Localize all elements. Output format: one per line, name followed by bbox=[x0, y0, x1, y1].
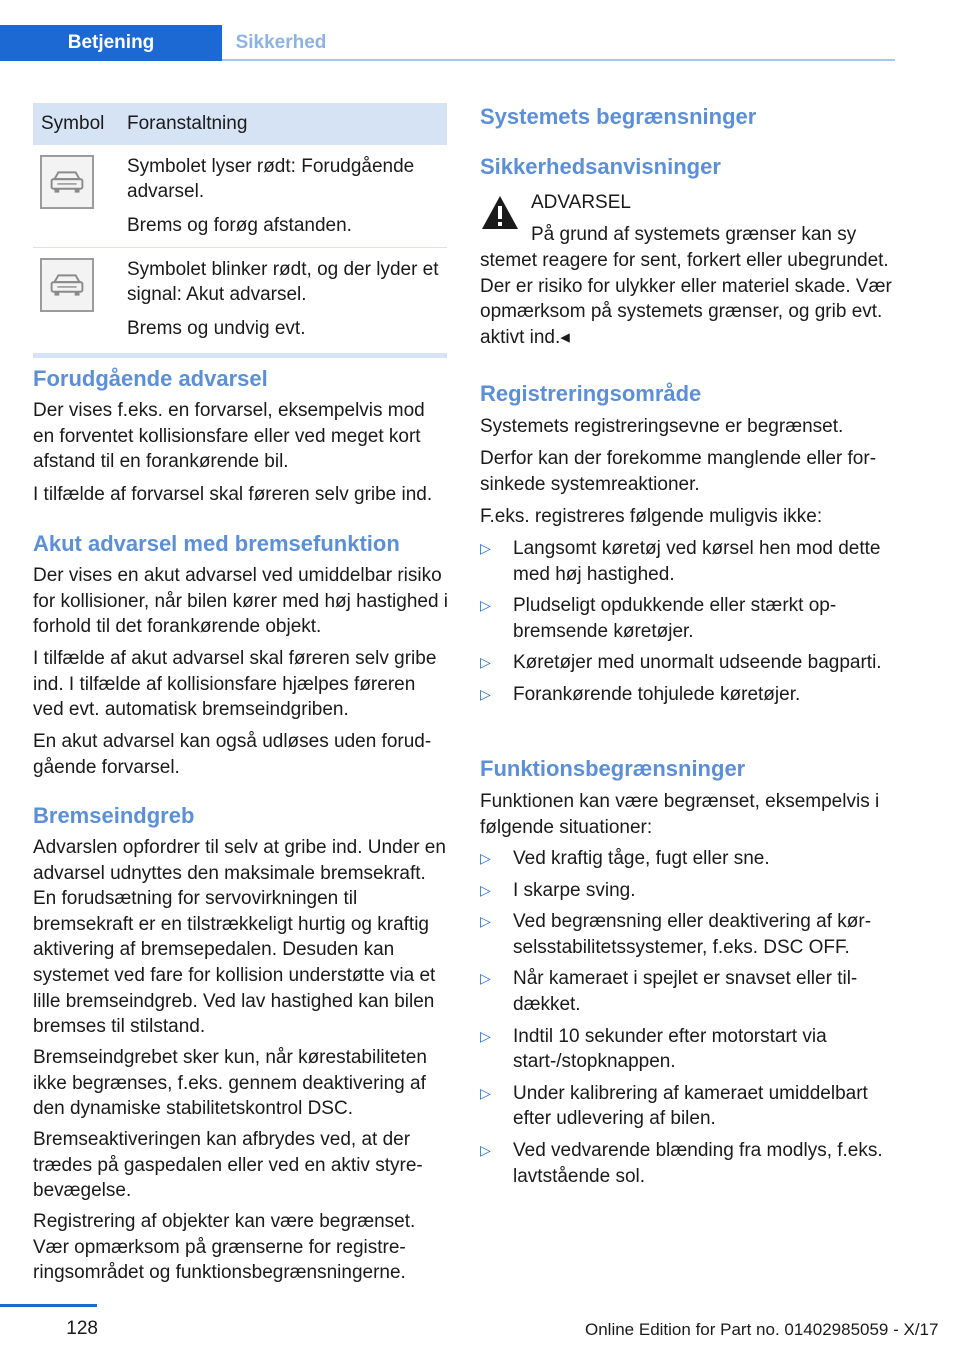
list-item: ▷ Under kalibrering af kameraet umiddelbart efter udlevering af bilen. bbox=[480, 1082, 868, 1130]
paragraph: I tilfælde af akut advarsel skal føreren selv gribe ind. I tilfælde af kollisionsfare hjælpes føreren ved evt. automatisk bremseindgriben. bbox=[33, 648, 437, 721]
edition-note: Online Edition for Part no. 01402985059 - X/17 bbox=[585, 1320, 939, 1339]
heading-funktionsbegraensninger: Funktionsbegrænsninger bbox=[480, 756, 746, 781]
bullet-triangle-icon: ▷ bbox=[480, 654, 491, 671]
paragraph: I tilfælde af forvarsel skal føreren selv gribe ind. bbox=[33, 484, 433, 505]
list-item: ▷ Ved kraftig tåge, fugt eller sne. bbox=[480, 846, 898, 872]
tab-sikkerhed[interactable]: Sikkerhed bbox=[235, 32, 327, 53]
list-item: ▷ I skarpe sving. bbox=[480, 878, 898, 904]
bullet-triangle-icon: ▷ bbox=[480, 1084, 491, 1101]
table-header-action: Foranstaltning bbox=[127, 103, 447, 145]
list-item: ▷ Ved vedvarende blænding fra modlys, f.eks. lavtstående sol. bbox=[480, 1139, 883, 1187]
bullet-triangle-icon: ▷ bbox=[480, 540, 491, 556]
paragraph: Funktionen kan være begrænset, eksempelvis i følgende situationer: bbox=[480, 791, 880, 838]
paragraph: Der vises f.eks. en forvarsel, eksempelvis mod en forventet kollisionsfare eller ved meget kort afstand til en forankørende bil. bbox=[33, 400, 425, 473]
bullet-triangle-icon: ▷ bbox=[480, 850, 491, 866]
heading-bremseindgreb: Bremseindgreb bbox=[33, 803, 195, 828]
table-cell-text: Brems og forøg afstanden. bbox=[127, 215, 352, 236]
list-item: ▷ Ved begrænsning eller deaktivering af kørselsstabilitetssystemer, f.eks. DSC OFF. bbox=[480, 911, 872, 958]
tab-betjening[interactable]: Betjening bbox=[0, 25, 222, 61]
registration-limits-list bbox=[480, 536, 898, 708]
heading-registreringsomraade: Registreringsområde bbox=[480, 381, 702, 406]
car-warning-icon bbox=[40, 258, 94, 312]
list-item: ▷ Pludseligt opdukkende eller stærkt opbremsende køretøjer. bbox=[480, 595, 837, 642]
list-item: ▷ Køretøjer med unormalt udseende bagparti. bbox=[480, 650, 898, 676]
bullet-triangle-icon: ▷ bbox=[480, 970, 491, 987]
paragraph: F.eks. registreres følgende muligvis ikke: bbox=[480, 506, 823, 527]
warning-title: ADVARSEL bbox=[531, 192, 631, 213]
table-header-symbol: Symbol bbox=[33, 103, 127, 145]
bullet-triangle-icon: ▷ bbox=[480, 597, 491, 614]
table-cell-text: Symbolet blinker rødt, og der lyder et signal: Akut advarsel. bbox=[127, 259, 439, 305]
paragraph: Registrering af objekter kan være begrænset. Vær opmærksom på grænserne for registreringsområdet og funktionsbegrænsningerne. bbox=[33, 1211, 416, 1284]
bullet-triangle-icon: ▷ bbox=[480, 1141, 491, 1158]
heading-forudgaaende-advarsel: Forudgående advarsel bbox=[33, 366, 268, 391]
footer-rule bbox=[0, 1304, 97, 1307]
heading-sikkerhedsanvisninger: Sikkerhedsanvisninger bbox=[480, 154, 721, 179]
heading-akut-advarsel: Akut advarsel med bremsefunktion bbox=[33, 531, 400, 556]
table-cell-text: Symbolet lyser rødt: Forudgående advarsel. bbox=[127, 156, 415, 202]
paragraph: En akut advarsel kan også udløses uden forudgående forvarsel. bbox=[33, 731, 432, 778]
warning-text-first-line: På grund af systemets grænser kan sy bbox=[531, 224, 857, 245]
paragraph: Systemets registreringsevne er begrænset. bbox=[480, 416, 844, 437]
bullet-triangle-icon: ▷ bbox=[480, 685, 491, 702]
bullet-triangle-icon: ▷ bbox=[480, 881, 491, 898]
table-row bbox=[33, 248, 447, 356]
list-item: ▷ Når kameraet i spejlet er snavset eller tildækket. bbox=[480, 968, 858, 1015]
paragraph: Derfor kan der forekomme manglende eller forsinkede systemreaktioner. bbox=[480, 448, 877, 495]
bullet-triangle-icon: ▷ bbox=[480, 913, 491, 930]
chapter-tabs bbox=[0, 25, 895, 61]
paragraph: Advarslen opfordrer til selv at gribe ind. Under en advarsel udnyttes den maksimale bremsekraft. En forudsætning for servovirkningen til bremsekraft er en tilstrækkeligt hurtig og kraftig aktivering af bremsepedalen. Desuden kan systemet ved fare for kollision understøtte via et lille bremseindgreb. Ved lav hastighed kan bilen bremses til stilstand. bbox=[33, 837, 446, 1038]
heading-systemets-begraensninger: Systemets begrænsninger bbox=[480, 104, 757, 129]
paragraph: Bremseaktiveringen kan afbrydes ved, at der trædes på gaspedalen eller ved en aktiv styrebevægelse. bbox=[33, 1129, 423, 1202]
function-limits-list bbox=[480, 846, 898, 1189]
warning-triangle-icon bbox=[480, 193, 520, 233]
car-warning-icon bbox=[40, 155, 94, 209]
table-cell-text: Brems og undvig evt. bbox=[127, 318, 306, 339]
paragraph: Bremseindgrebet sker kun, når kørestabiliteten ikke begrænses, f.eks. gennem deaktivering af den dynamiske stabilitetskontrol DSC. bbox=[33, 1047, 427, 1120]
list-item: ▷ Langsomt køretøj ved kørsel hen mod dette med høj hastighed. bbox=[480, 538, 881, 585]
symbol-table bbox=[33, 103, 447, 358]
paragraph: Der vises en akut advarsel ved umiddelbar risiko for kollisioner, når bilen kører med høj hastighed i forhold til det forankørende objekt. bbox=[33, 565, 449, 638]
table-row bbox=[33, 145, 447, 248]
warning-text: stemet reagere for sent, forkert eller ubegrundet. Der er risiko for ulykker eller materiel skade. Vær opmærksom på systemets grænser, og grib evt. aktivt ind.◂ bbox=[480, 250, 892, 348]
bullet-triangle-icon: ▷ bbox=[480, 1027, 491, 1044]
list-item: ▷ Forankørende tohjulede køretøjer. bbox=[480, 682, 898, 708]
page-number: 128 bbox=[66, 1318, 98, 1339]
tab-divider bbox=[222, 59, 895, 61]
list-item: ▷ Indtil 10 sekunder efter motorstart via start-/stopknappen. bbox=[480, 1025, 827, 1073]
